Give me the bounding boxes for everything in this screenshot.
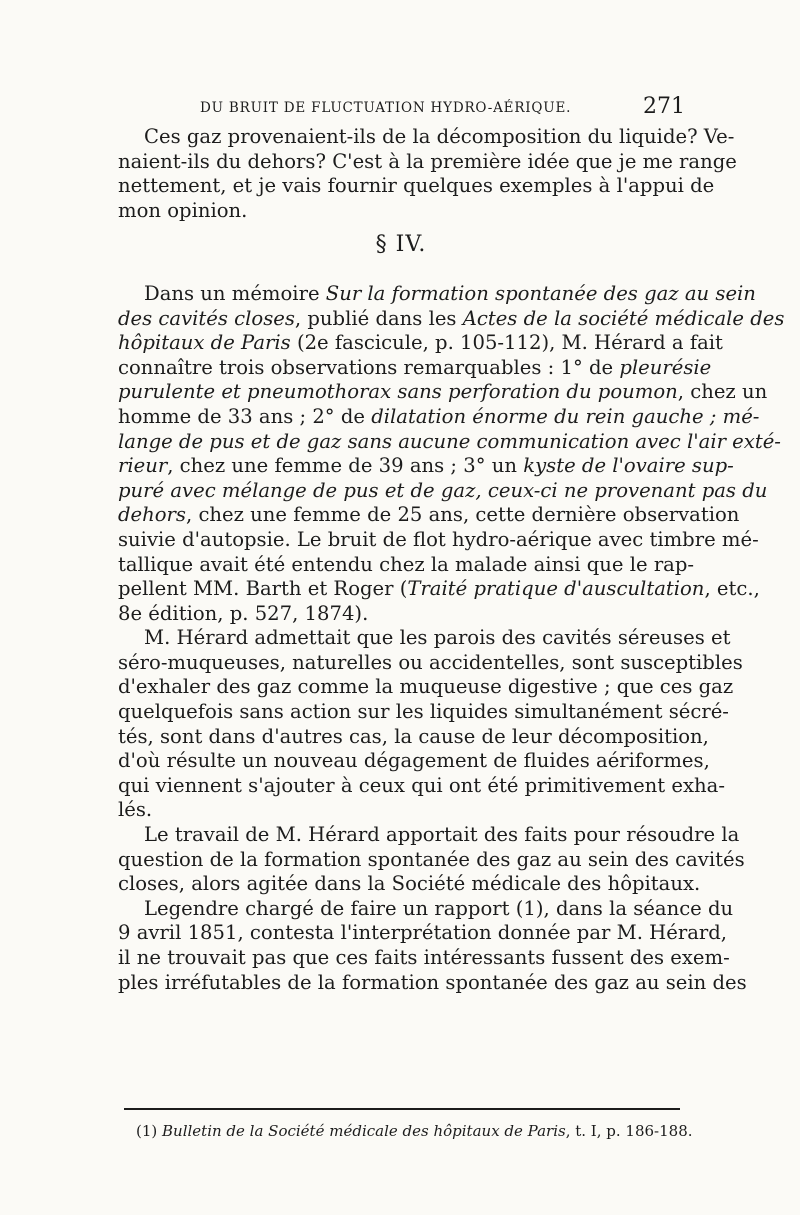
text-line [118,331,723,356]
page-number: 271 [643,94,685,119]
italic-run: puré avec mélange de pus et de gaz, ceux-ci ne provenant pas du [118,478,768,502]
italic-run: des cavités closes [118,306,295,330]
text-line: qui viennent s'ajouter à ceux qui ont été primitivement exha- [118,773,725,797]
section-heading: § IV. [375,232,427,258]
paragraph-5 [118,896,747,995]
text-run: pellent MM. Barth et Roger ( [118,577,408,601]
text-line: question de la formation spontanée des gaz au sein des cavités [118,847,745,871]
paragraph-2 [118,281,785,626]
text-line: tallique avait été entendu chez la malade ainsi que le rap- [118,552,695,576]
body-text [118,125,785,995]
text-line: tés, sont dans d'autres cas, la cause de leur décomposition, [118,724,709,748]
text-run: (2e fascicule, p. 105-112), M. Hérard a fait [290,331,723,355]
text-line: séro-muqueuses, naturelles ou accidentelles, sont susceptibles [118,650,743,674]
text-line: il ne trouvait pas que ces faits intéressants fussent des exem- [118,946,730,969]
italic-run: dehors [118,503,186,527]
text-line: closes, alors agitée dans la Société médicale des hôpitaux. [118,872,701,896]
text-line [118,503,740,528]
text-run: connaître trois observations remarquables : 1° de [118,355,620,379]
text-line: lés. [118,798,153,822]
text-line: naient-ils du dehors? C'est à la première idée que je me range [118,149,737,173]
footnote-marker: (1) [136,1122,163,1140]
text-line: nettement, et je vais fournir quelques exemples à l'appui de [118,174,715,198]
italic-run: pleurésie [619,355,712,379]
italic-run: Sur la formation spontanée des gaz au sein [325,281,756,305]
text-line: Ces gaz provenaient-ils de la décomposition du liquide? Ve- [144,125,735,148]
text-line [118,577,760,602]
text-run: , chez un [677,380,768,404]
text-run: , etc., [704,577,760,601]
footnote-reference: , t. I, p. 186-188. [565,1122,693,1140]
paragraph-4 [118,823,745,897]
text-line [118,306,785,332]
italic-run: lange de pus et de gaz sans aucune communication avec l'air exté- [118,429,781,453]
italic-run: Actes de la société médicale des [462,306,785,330]
italic-run: rieur [118,454,168,478]
footnote-divider [124,1108,680,1110]
paragraph-3 [118,626,743,823]
italic-run: kyste de l'ovaire sup- [523,454,734,478]
text-run: , publié dans les [294,306,463,330]
text-run: , chez une femme de 25 ans, cette dernière observation [185,503,740,527]
text-line [118,281,756,307]
footnote [136,1122,693,1140]
paragraph-1 [118,125,737,223]
text-run: , chez une femme de 39 ans ; 3° un [167,454,524,478]
text-line: Legendre chargé de faire un rapport (1), dans la séance du [144,896,734,920]
running-title: DU BRUIT DE FLUCTUATION HYDRO-AÉRIQUE. [200,100,572,116]
italic-run: Traité pratique d'auscultation [407,577,705,601]
footnote-title: Bulletin de la Société médicale des hôpitaux de Paris [162,1122,566,1140]
text-line: suivie d'autopsie. Le bruit de flot hydro-aérique avec timbre mé- [118,527,759,551]
text-line: quelquefois sans action sur les liquides simultanément sécré- [118,700,729,724]
italic-run: hôpitaux de Paris [118,331,291,355]
text-line [118,355,712,381]
text-line [118,478,768,504]
text-line: Le travail de M. Hérard apportait des faits pour résoudre la [144,823,740,847]
text-line [118,454,734,479]
text-line: d'où résulte un nouveau dégagement de fluides aériformes, [118,749,710,773]
text-line: d'exhaler des gaz comme la muqueuse digestive ; que ces gaz [118,675,734,699]
italic-run: purulente et pneumothorax sans perforation du poumon [118,380,678,404]
text-line: 9 avril 1851, contesta l'interprétation donnée par M. Hérard, [118,921,728,945]
text-line: M. Hérard admettait que les parois des cavités séreuses et [144,626,731,650]
italic-run: dilatation énorme du rein gauche ; mé- [371,404,760,428]
text-run: Dans un mémoire [144,281,326,305]
text-run: homme de 33 ans ; 2° de [118,404,372,428]
text-line: ples irréfutables de la formation spontanée des gaz au sein des [118,970,747,994]
text-line [118,404,760,430]
page-header [120,96,685,122]
text-line: 8e édition, p. 527, 1874). [118,601,369,625]
text-line: mon opinion. [118,198,248,222]
text-line [118,429,781,455]
text-line [118,380,768,405]
